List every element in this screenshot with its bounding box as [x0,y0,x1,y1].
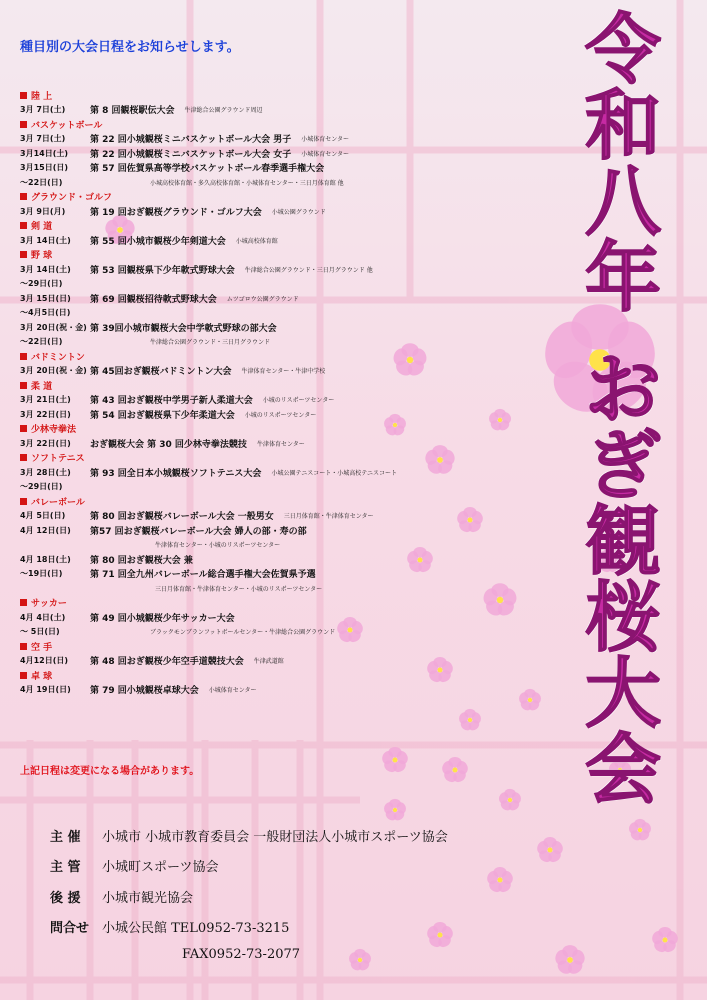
category-heading [20,378,540,393]
supporter-row: 後 援 小城市観光協会 [50,891,194,906]
event-venue: 牛津体育センター [256,440,305,448]
event-row [20,132,540,147]
bullet-square-icon [20,672,27,679]
cherry-blossom-icon [486,867,515,895]
category-name: 少林寺拳法 [31,425,77,436]
event-venue: 牛津総合公園グラウンド・三日月グラウンド 他 [244,266,373,274]
category-heading [20,88,540,103]
bullet-square-icon [20,251,27,258]
category-heading [20,117,540,132]
bullet-square-icon [20,222,27,229]
event-date: 4月 19日(日) [20,685,71,695]
event-title: 第 48 回おぎ観桜少年空手道競技大会 [90,657,244,668]
title-char: お [585,345,661,434]
event-title: 第 80 回おぎ観桜バレーボール大会 一般男女 [90,512,274,523]
event-row [20,204,540,219]
change-notice: 上記日程は変更になる場合があります。 [20,766,200,777]
bullet-square-icon [20,498,27,505]
event-title: 第 49 回小城観桜少年サッカー大会 [90,613,235,624]
bullet-square-icon [20,454,27,461]
event-date: ～22日(日) [20,337,63,347]
title-char: ぎ [585,421,661,510]
category-heading [20,190,540,205]
event-date: 3月14日(土) [20,148,69,158]
intro-text: 種目別の大会日程をお知らせします。 [20,40,240,55]
category-heading [20,494,540,509]
event-row [20,538,540,553]
event-venue: 小城高校体育館・多久高校体育館・小城体育センター・三日月体育館 他 [150,179,344,187]
event-title: 第 45回おぎ観桜バドミントン大会 [90,367,232,378]
event-date: ～ 5日(日) [20,627,60,637]
event-venue: 小城高校体育館 [235,237,278,245]
category-name: 陸 上 [31,91,53,102]
event-date: 3月 22日(日) [20,438,71,448]
event-date: 3月 20日(祝・金) [20,322,87,332]
event-venue: 牛津総合公園グラウンド周辺 [184,107,263,115]
cherry-blossom-icon [553,945,586,976]
event-title: 第 22 回小城観桜ミニバスケットボール大会 男子 [90,135,292,146]
category-name: 剣 道 [31,222,53,233]
event-venue: 三日月体育館・牛津体育センター [283,513,374,521]
category-heading [20,422,540,437]
title-char: 観 [585,497,661,586]
bullet-square-icon [20,599,27,606]
event-venue: 小城公園グラウンド [271,208,326,216]
cherry-blossom-icon [498,789,523,813]
event-title: 第 54 回おぎ観桜県下少年柔道大会 [90,410,235,421]
category-heading [20,668,540,683]
event-title: 第 39回小城市観桜大会中学軟式野球の部大会 [90,323,277,334]
event-title: 第 19 回おぎ観桜グラウンド・ゴルフ大会 [90,207,262,218]
cherry-blossom-icon [536,837,565,865]
organizer-row: 主 催 小城市 小城市教育委員会 一般財団法人小城市スポーツ協会 [50,830,448,845]
event-date: 3月 22日(日) [20,409,71,419]
category-name: ソフトテニス [31,454,85,465]
event-title: 第 8 回観桜駅伝大会 [90,106,175,117]
category-heading [20,596,540,611]
event-venue: 牛津体育センター・牛津中学校 [241,368,326,376]
event-title: 第 79 回小城観桜卓球大会 [90,686,199,697]
event-title: 第 71 回全九州バレーボール総合選手権大会佐賀県予選 [90,570,316,581]
event-row [20,277,540,292]
event-title: 第 22 回小城観桜ミニバスケットボール大会 女子 [90,149,292,160]
bullet-square-icon [20,121,27,128]
event-row [20,436,540,451]
title-char: 八 [585,157,661,246]
category-name: 卓 球 [31,671,53,682]
event-date: ～4月5日(日) [20,308,71,318]
category-name: グラウンド・ゴルフ [31,193,113,204]
event-date: 3月 7日(土) [20,105,66,115]
bullet-square-icon [20,643,27,650]
contact-row: 問合せ 小城公民館 TEL0952-73-3215 [50,921,290,936]
event-date: 4月 12日(日) [20,525,71,535]
event-row [20,625,540,640]
event-title: 第 57 回佐賀県高等学校バスケットボール春季選手権大会 [90,164,325,175]
bullet-square-icon [20,382,27,389]
event-date: 3月 21日(土) [20,395,71,405]
event-title: 第 53 回観桜県下少年軟式野球大会 [90,265,235,276]
event-title: 第 80 回おぎ観桜大会 兼 [90,555,193,566]
event-row [20,654,540,669]
category-name: バレーボール [31,497,85,508]
category-name: 野 球 [31,251,53,262]
event-venue: 小城のリスポーツセンター [244,411,317,419]
title-char: 和 [585,81,661,170]
event-venue: 小城体育センター [301,150,350,158]
event-row [20,480,540,495]
event-row [20,233,540,248]
event-row [20,364,540,379]
event-date: ～22日(日) [20,177,63,187]
bullet-square-icon [20,425,27,432]
event-row [20,262,540,277]
event-title: 第 43 回おぎ観桜中学男子新人柔道大会 [90,396,253,407]
event-row [20,465,540,480]
category-heading [20,639,540,654]
event-row [20,146,540,161]
event-date: 3月 20日(祝・金) [20,366,87,376]
event-date: 3月15日(日) [20,163,69,173]
event-row [20,567,540,582]
event-date: 4月 5日(日) [20,511,66,521]
event-venue: 小城体育センター [301,136,350,144]
event-row [20,407,540,422]
event-venue: 三日月体育館・牛津体育センター・小城のリスポーツセンター [155,585,323,593]
event-title: 第 93 回全日本小城観桜ソフトテニス大会 [90,468,262,479]
title-char: 会 [585,725,661,814]
event-date: 3月 9日(月) [20,206,66,216]
event-date: ～19日(日) [20,569,63,579]
event-venue: 小城体育センター [208,687,257,695]
cherry-blossom-icon [426,922,455,950]
cherry-blossom-icon [651,927,680,955]
event-date: 3月 14日(土) [20,264,71,274]
event-row [20,509,540,524]
fax-number: FAX0952-73-2077 [182,947,301,962]
event-title: 第 55 回小城市観桜少年剣道大会 [90,236,226,247]
event-row [20,581,540,596]
event-row [20,291,540,306]
title-char: 大 [585,649,661,738]
event-venue: 牛津総合公園グラウンド・三日月グラウンド [150,339,271,347]
cherry-blossom-icon [383,799,408,823]
category-heading [20,219,540,234]
event-title: 第 69 回観桜招待軟式野球大会 [90,294,217,305]
category-name: バスケットボール [31,120,103,131]
event-row [20,175,540,190]
event-row [20,335,540,350]
event-row [20,161,540,176]
event-date: ～29日(日) [20,482,63,492]
event-title: おぎ観桜大会 第 30 回少林寺拳法競技 [90,439,247,450]
event-date: 3月 28日(土) [20,467,71,477]
event-row [20,610,540,625]
cherry-blossom-icon [348,949,373,973]
event-date: ～29日(日) [20,279,63,289]
event-venue: 小城公園テニスコート・小城高校テニスコート [271,469,397,477]
event-date: 4月12日(日) [20,656,69,666]
title-char: 令 [585,5,661,94]
cherry-blossom-icon [628,819,653,843]
event-row [20,320,540,335]
bullet-square-icon [20,92,27,99]
title-char: 桜 [585,573,661,662]
category-name: 空 手 [31,642,53,653]
cherry-blossom-icon [458,709,483,733]
category-heading [20,349,540,364]
event-date: 3月 14日(土) [20,235,71,245]
event-row [20,523,540,538]
event-venue: ムツゴロウ公園グラウンド [226,295,299,303]
event-row [20,306,540,321]
category-name: 柔 道 [31,381,53,392]
event-venue: 牛津武道館 [253,658,284,666]
vertical-event-title [548,5,698,814]
event-row [20,683,540,698]
event-date: 3月 15日(日) [20,293,71,303]
event-venue: ブラックモンブランフットボールセンター・牛津総合公園グラウンド [150,629,336,637]
category-name: バドミントン [31,352,85,363]
title-char: 年 [585,233,661,322]
category-heading [20,248,540,263]
category-name: サッカー [31,599,67,610]
cherry-blossom-icon [441,757,470,785]
cherry-blossom-icon [381,747,410,775]
event-venue: 牛津体育センター・小城のリスポーツセンター [155,542,281,550]
event-date: 3月 7日(土) [20,134,66,144]
event-title: 第57 回おぎ観桜バレーボール大会 婦人の部・寿の部 [90,526,307,537]
event-row [20,393,540,408]
manager-row: 主 管 小城町スポーツ協会 [50,860,219,875]
event-row [20,552,540,567]
event-date: 4月 4日(土) [20,612,66,622]
bullet-square-icon [20,353,27,360]
category-heading [20,451,540,466]
event-schedule [20,88,540,697]
event-venue: 小城のリスポーツセンター [262,397,335,405]
event-row [20,103,540,118]
bullet-square-icon [20,193,27,200]
event-date: 4月 18日(土) [20,554,71,564]
